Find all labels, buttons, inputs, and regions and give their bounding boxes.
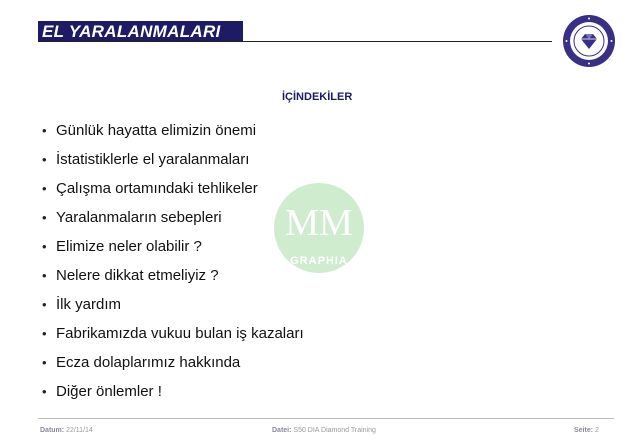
list-item bbox=[40, 208, 304, 237]
list-item-text: Yaralanmaların sebepleri bbox=[56, 209, 222, 226]
list-item-text: Diğer önlemler ! bbox=[56, 383, 162, 400]
list-item bbox=[40, 237, 304, 266]
footer-page-value: 2 bbox=[595, 427, 599, 434]
list-item-text: Günlük hayatta elimizin önemi bbox=[56, 122, 257, 139]
list-item bbox=[40, 324, 304, 353]
footer-divider bbox=[38, 418, 614, 419]
list-item bbox=[40, 150, 304, 179]
list-item bbox=[40, 179, 304, 208]
list-item-text: İstatistiklerle el yaralanmaları bbox=[56, 151, 250, 168]
section-heading: İÇİNDEKİLER bbox=[282, 91, 353, 103]
footer-file-value: S50 DIA Diamond Training bbox=[293, 427, 376, 434]
watermark-sub-text: GRAPHIA bbox=[290, 255, 348, 267]
list-item bbox=[40, 121, 304, 150]
bullet-icon: • bbox=[42, 355, 47, 370]
footer-page bbox=[574, 427, 599, 434]
footer-page-label: Seite: bbox=[574, 427, 594, 434]
bullet-icon: • bbox=[42, 210, 47, 225]
company-logo-icon bbox=[562, 14, 616, 68]
list-item-text: Elimize neler olabilir ? bbox=[56, 238, 202, 255]
bullet-icon: • bbox=[42, 239, 47, 254]
list-item bbox=[40, 382, 304, 411]
footer-date bbox=[40, 427, 93, 434]
list-item bbox=[40, 266, 304, 295]
list-item-text: İlk yardım bbox=[56, 296, 122, 313]
list-item-text: Çalışma ortamındaki tehlikeler bbox=[56, 180, 258, 197]
title-underline bbox=[38, 41, 552, 42]
footer-file-label: Datei: bbox=[272, 427, 292, 434]
bullet-icon: • bbox=[42, 123, 47, 138]
bullet-icon: • bbox=[42, 384, 47, 399]
bullet-icon: • bbox=[42, 268, 47, 283]
list-item-text: Fabrikamızda vukuu bulan iş kazaları bbox=[56, 325, 304, 342]
watermark-main-text: MM bbox=[285, 202, 353, 244]
footer-date-value: 22/11/14 bbox=[66, 427, 93, 434]
bullet-icon: • bbox=[42, 297, 47, 312]
footer-file bbox=[272, 427, 376, 434]
bullet-icon: • bbox=[42, 152, 47, 167]
list-item bbox=[40, 295, 304, 324]
bullet-icon: • bbox=[42, 181, 47, 196]
contents-list bbox=[40, 121, 304, 411]
list-item-text: Ecza dolaplarımız hakkında bbox=[56, 354, 241, 371]
slide-title: EL YARALANMALARI bbox=[38, 21, 243, 42]
list-item-text: Nelere dikkat etmeliyiz ? bbox=[56, 267, 219, 284]
list-item bbox=[40, 353, 304, 382]
footer-date-label: Datum: bbox=[40, 427, 65, 434]
bullet-icon: • bbox=[42, 326, 47, 341]
